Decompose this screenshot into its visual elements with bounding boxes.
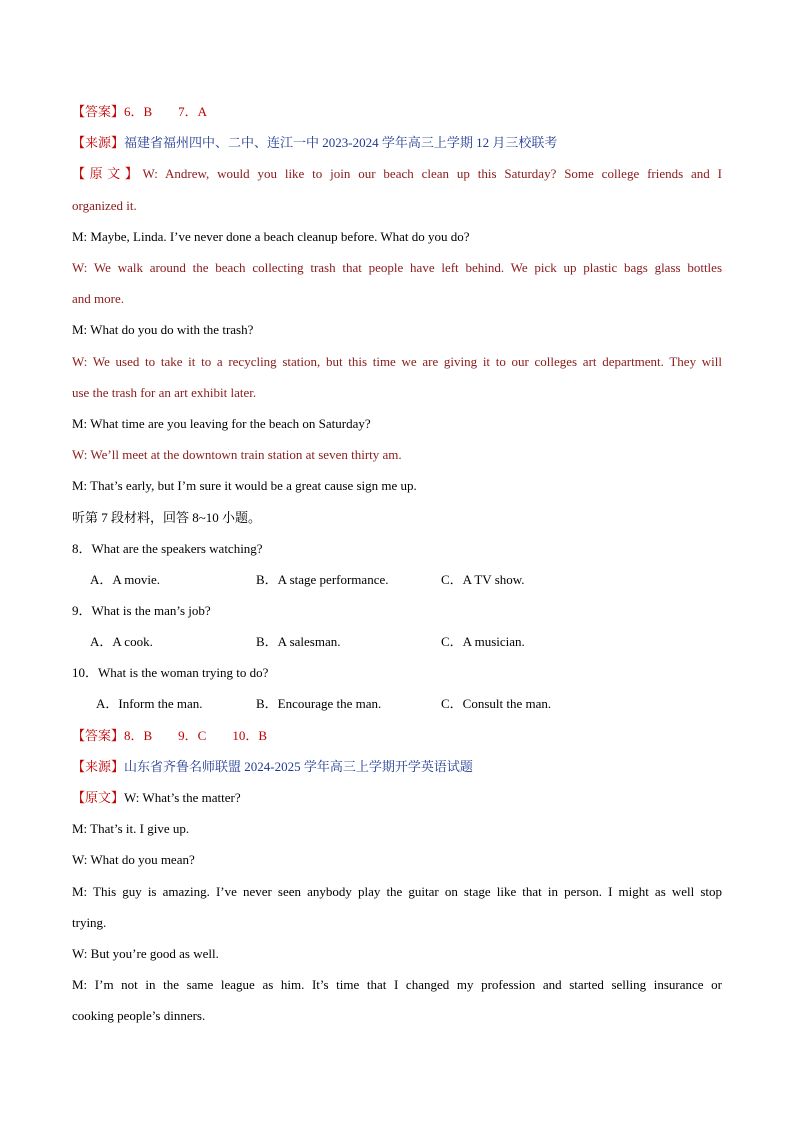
source-tag: 【来源】 <box>72 135 125 150</box>
transcript-line: and more. <box>72 291 124 306</box>
transcript-line <box>72 166 722 182</box>
transcript-line: M: What time are you leaving for the beach on Saturday? <box>72 416 371 431</box>
answer-line-2 <box>72 728 722 744</box>
transcript-line: M: That’s early, but I’m sure it would be a great cause sign me up. <box>72 478 417 493</box>
answer-text: 8．B 9．C 10．B <box>124 728 268 743</box>
question-9: 9．What is the man’s job? <box>72 603 211 618</box>
question-8-option-c: C．A TV show. <box>441 572 525 587</box>
answer-tag: 【答案】 <box>72 104 125 119</box>
question-9-option-a: A．A cook. <box>90 634 153 649</box>
source-text: 福建省福州四中、二中、连江一中 2023-2024 学年高三上学期 12 月三校联考 <box>124 135 558 150</box>
source-text: 山东省齐鲁名师联盟 2024-2025 学年高三上学期开学英语试题 <box>124 759 473 774</box>
question-9-option-c: C．A musician. <box>441 634 525 649</box>
source-line-2 <box>72 759 722 775</box>
source-line-1 <box>72 135 722 151</box>
transcript-line: W: What do you mean? <box>72 852 195 867</box>
transcript-text: W: Andrew, would you like to join our beach clean up this Saturday? Some college friends and I <box>142 166 722 181</box>
original-tag: 【原文】 <box>72 166 143 181</box>
transcript-line: M: This guy is amazing. I’ve never seen anybody play the guitar on stage like that in person. I might as well stop <box>72 884 722 899</box>
question-10: 10．What is the woman trying to do? <box>72 665 269 680</box>
transcript-line: cooking people’s dinners. <box>72 1008 206 1023</box>
answer-tag: 【答案】 <box>72 728 125 743</box>
question-8: 8．What are the speakers watching? <box>72 541 263 556</box>
question-10-option-b: B．Encourage the man. <box>256 696 382 711</box>
question-8-option-a: A．A movie. <box>90 572 161 587</box>
transcript-line: use the trash for an art exhibit later. <box>72 385 257 400</box>
question-9-option-b: B．A salesman. <box>256 634 341 649</box>
transcript-line: trying. <box>72 915 107 930</box>
transcript-line: M: What do you do with the trash? <box>72 322 254 337</box>
transcript-line: W: But you’re good as well. <box>72 946 219 961</box>
answer-text: 6．B 7．A <box>124 104 208 119</box>
transcript-text: W: What’s the matter? <box>124 790 241 805</box>
answer-line-1 <box>72 104 722 120</box>
transcript-line: W: We walk around the beach collecting trash that people have left behind. We pick up plastic bags glass bottles <box>72 260 722 275</box>
transcript-line: M: That’s it. I give up. <box>72 821 190 836</box>
question-10-option-a: A．Inform the man. <box>96 696 203 711</box>
transcript-line: M: I’m not in the same league as him. It’s time that I changed my profession and started selling insurance or <box>72 977 722 992</box>
transcript-line <box>72 790 722 806</box>
question-8-option-b: B．A stage performance. <box>256 572 389 587</box>
transcript-line: organized it. <box>72 198 137 213</box>
source-tag: 【来源】 <box>72 759 125 774</box>
original-tag: 【原文】 <box>72 790 125 805</box>
transcript-line: W: We’ll meet at the downtown train station at seven thirty am. <box>72 447 402 462</box>
section-heading: 听第 7 段材料，回答 8~10 小题。 <box>72 510 262 525</box>
transcript-line: W: We used to take it to a recycling station, but this time we are giving it to our colleges art department. They will <box>72 354 722 369</box>
question-10-option-c: C．Consult the man. <box>441 696 552 711</box>
transcript-line: M: Maybe, Linda. I’ve never done a beach cleanup before. What do you do? <box>72 229 470 244</box>
